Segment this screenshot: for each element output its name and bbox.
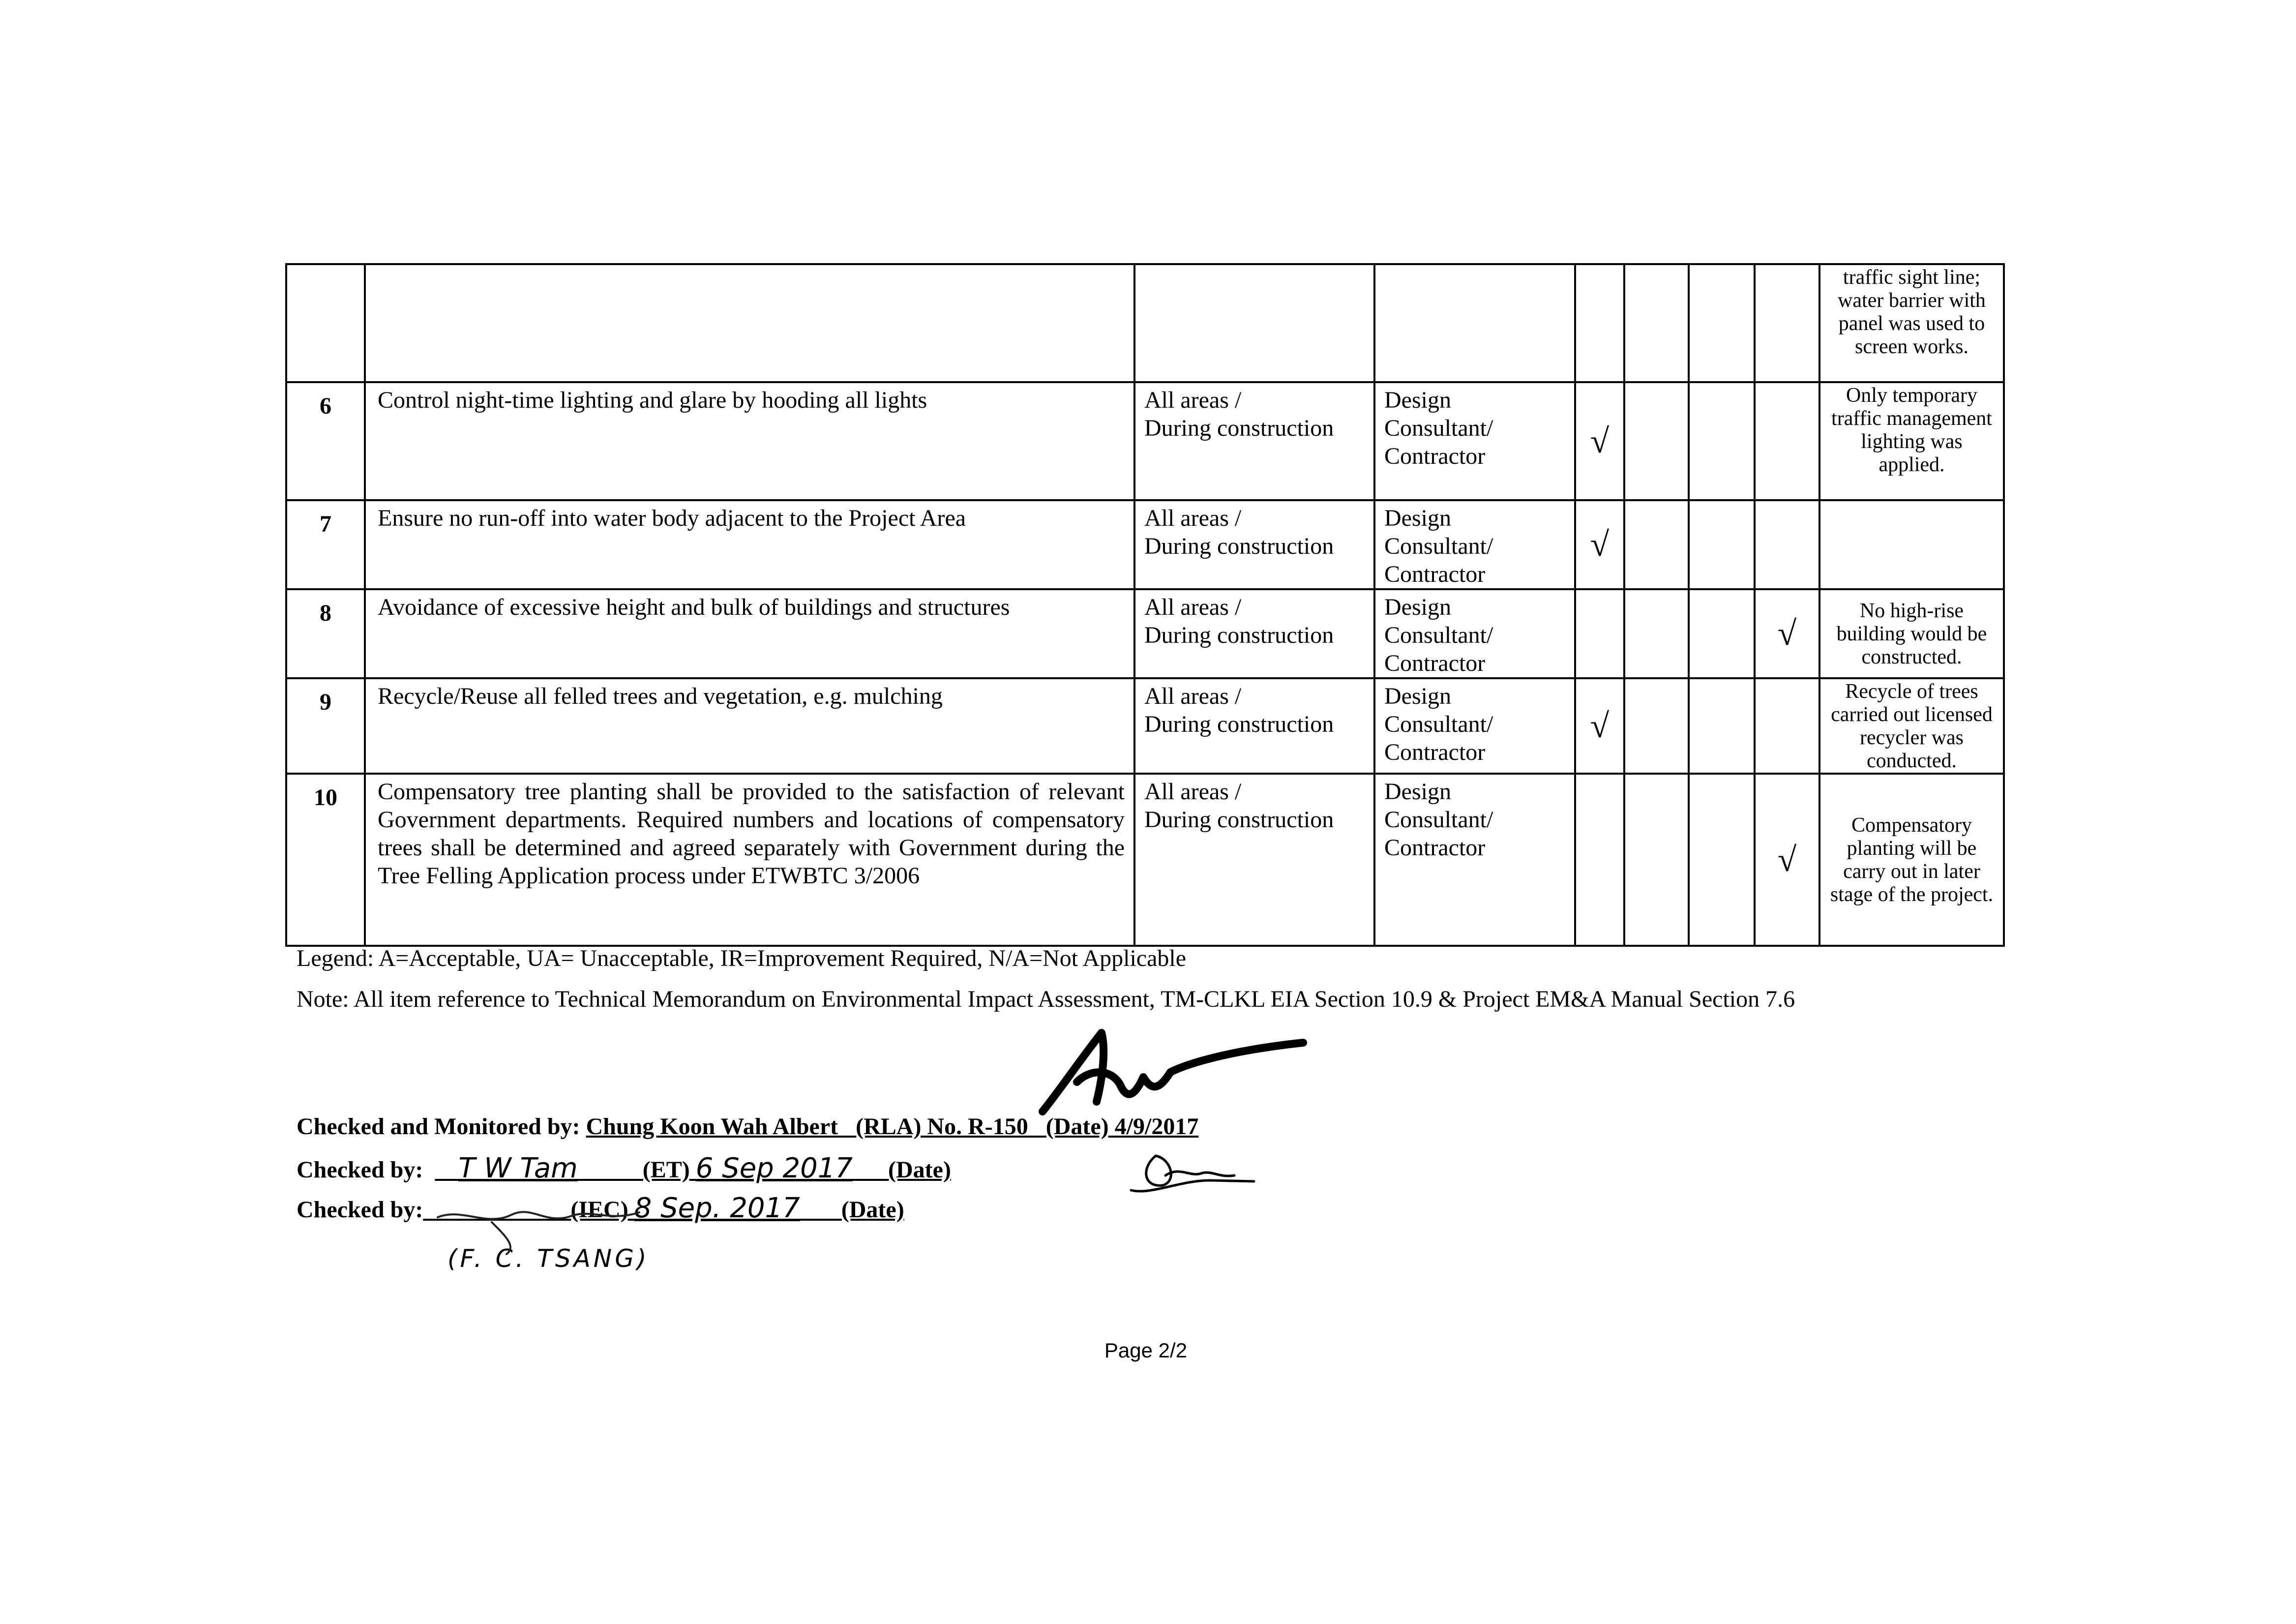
- cell-location: [1134, 500, 1374, 589]
- location-line: During construction: [1144, 533, 1334, 559]
- cell-agent: [1374, 382, 1575, 500]
- et-date: 6 Sep 2017: [695, 1152, 853, 1184]
- agent-line: Consultant/: [1384, 807, 1493, 833]
- monitored-name: Chung Koon Wah Albert: [586, 1113, 838, 1140]
- et-name: T W Tam: [458, 1152, 578, 1184]
- location-line: All areas /: [1144, 505, 1242, 531]
- cell-status-na: √: [1755, 589, 1819, 678]
- note-text: Note: All item reference to Technical Memorandum on Environmental Impact Assessment, TM-CLKL EIA Section 10.9 & Project EM&A Manual Section 7.6: [297, 986, 1795, 1012]
- location-line: All areas /: [1144, 779, 1242, 805]
- location-line: During construction: [1144, 622, 1334, 648]
- monitored-date: 4/9/2017: [1114, 1113, 1199, 1140]
- agent-line: Design: [1384, 779, 1451, 805]
- cell-status-ir: [1689, 264, 1755, 382]
- cell-status-ir: [1689, 678, 1755, 774]
- agent-line: Design: [1384, 387, 1451, 413]
- cell-location: [1134, 264, 1374, 382]
- cell-status-ir: [1689, 774, 1755, 946]
- monitored-rla: (RLA) No. R-150: [856, 1113, 1028, 1140]
- cell-measure: [365, 264, 1134, 382]
- monitored-label: Checked and Monitored by:: [297, 1113, 580, 1140]
- location-line: During construction: [1144, 711, 1334, 737]
- cell-remarks: Compensatory planting will be carry out in later stage of the project.: [1819, 774, 2004, 946]
- cell-agent: [1374, 264, 1575, 382]
- cell-status-na: [1755, 500, 1819, 589]
- signoff-et: [297, 1154, 951, 1184]
- table-row: [286, 382, 2004, 500]
- cell-agent: [1374, 589, 1575, 678]
- iec-signature: [433, 1188, 649, 1257]
- location-line: During construction: [1144, 807, 1334, 833]
- cell-status-na: [1755, 264, 1819, 382]
- agent-line: Design: [1384, 594, 1451, 620]
- cell-location: [1134, 382, 1374, 500]
- cell-number: [286, 264, 365, 382]
- location-line: All areas /: [1144, 683, 1242, 709]
- legend-text: Legend: A=Acceptable, UA= Unacceptable, IR=Improvement Required, N/A=Not Applicable: [297, 945, 1187, 971]
- monitored-date-label: (Date): [1045, 1113, 1109, 1140]
- cell-status-a: [1575, 589, 1624, 678]
- cell-status-a: √: [1575, 500, 1624, 589]
- cell-status-a: √: [1575, 382, 1624, 500]
- cell-agent: [1374, 500, 1575, 589]
- cell-number: 10: [286, 774, 365, 946]
- cell-measure: Ensure no run-off into water body adjacent to the Project Area: [365, 500, 1134, 589]
- page-number: Page 2/2: [1104, 1339, 1188, 1362]
- agent-line: Consultant/: [1384, 533, 1493, 559]
- iec-date-label: (Date): [841, 1197, 904, 1223]
- cell-status-ir: [1689, 500, 1755, 589]
- agent-line: Contractor: [1384, 835, 1486, 861]
- cell-number: 9: [286, 678, 365, 774]
- table-row: [286, 500, 2004, 589]
- cell-remarks: No high-rise building would be constructed.: [1819, 589, 2004, 678]
- cell-status-a: [1575, 264, 1624, 382]
- cell-status-ua: [1624, 500, 1689, 589]
- cell-number: 6: [286, 382, 365, 500]
- table-row: [286, 589, 2004, 678]
- cell-measure: Avoidance of excessive height and bulk of buildings and structures: [365, 589, 1134, 678]
- agent-line: Consultant/: [1384, 711, 1493, 737]
- cell-status-a: √: [1575, 678, 1624, 774]
- cell-status-ua: [1624, 589, 1689, 678]
- rla-signature: [1028, 1023, 1313, 1121]
- cell-status-na: √: [1755, 774, 1819, 946]
- cell-location: [1134, 774, 1374, 946]
- agent-line: Consultant/: [1384, 415, 1493, 441]
- audit-table: [285, 263, 2005, 947]
- agent-line: Design: [1384, 683, 1451, 709]
- cell-remarks: [1819, 500, 2004, 589]
- cell-measure: Recycle/Reuse all felled trees and vegetation, e.g. mulching: [365, 678, 1134, 774]
- cell-status-ir: [1689, 589, 1755, 678]
- cell-agent: [1374, 678, 1575, 774]
- cell-location: [1134, 589, 1374, 678]
- iec-role: (IEC): [570, 1197, 628, 1223]
- cell-remarks: traffic sight line; water barrier with panel was used to screen works.: [1819, 264, 2004, 382]
- location-line: During construction: [1144, 415, 1334, 441]
- cell-location: [1134, 678, 1374, 774]
- cell-status-a: [1575, 774, 1624, 946]
- agent-line: Contractor: [1384, 739, 1486, 765]
- cell-status-ir: [1689, 382, 1755, 500]
- cell-status-ua: [1624, 382, 1689, 500]
- table-row: [286, 774, 2004, 946]
- cell-status-na: [1755, 382, 1819, 500]
- et-role: (ET): [642, 1157, 690, 1183]
- cell-remarks: Only temporary traffic management lighting was applied.: [1819, 382, 2004, 500]
- agent-line: Contractor: [1384, 443, 1486, 469]
- iec-date: 8 Sep. 2017: [634, 1192, 800, 1224]
- agent-line: Consultant/: [1384, 622, 1493, 648]
- checked-label: Checked by:: [297, 1197, 423, 1223]
- cell-number: 7: [286, 500, 365, 589]
- location-line: All areas /: [1144, 387, 1242, 413]
- cell-status-ua: [1624, 678, 1689, 774]
- agent-line: Contractor: [1384, 650, 1486, 676]
- cell-remarks: Recycle of trees carried out licensed recycler was conducted.: [1819, 678, 2004, 774]
- table-row: [286, 678, 2004, 774]
- cell-measure: Control night-time lighting and glare by hooding all lights: [365, 382, 1134, 500]
- cell-status-ua: [1624, 264, 1689, 382]
- agent-line: Design: [1384, 505, 1451, 531]
- cell-agent: [1374, 774, 1575, 946]
- cell-number: 8: [286, 589, 365, 678]
- et-date-label: (Date): [888, 1157, 951, 1183]
- cell-status-ua: [1624, 774, 1689, 946]
- cell-status-na: [1755, 678, 1819, 774]
- et-signature: [1121, 1146, 1264, 1205]
- location-line: All areas /: [1144, 594, 1242, 620]
- iec-printed-name: (F. C. TSANG): [447, 1244, 650, 1273]
- checked-label: Checked by:: [297, 1157, 423, 1183]
- agent-line: Contractor: [1384, 561, 1486, 587]
- table-row-continuation: [286, 264, 2004, 382]
- cell-measure: Compensatory tree planting shall be provided to the satisfaction of relevant Government departments. Required numbers and locations of compensatory trees shall be determined and agreed separately with Government during the Tree Felling Application process under ETWBTC 3/2006: [365, 774, 1134, 946]
